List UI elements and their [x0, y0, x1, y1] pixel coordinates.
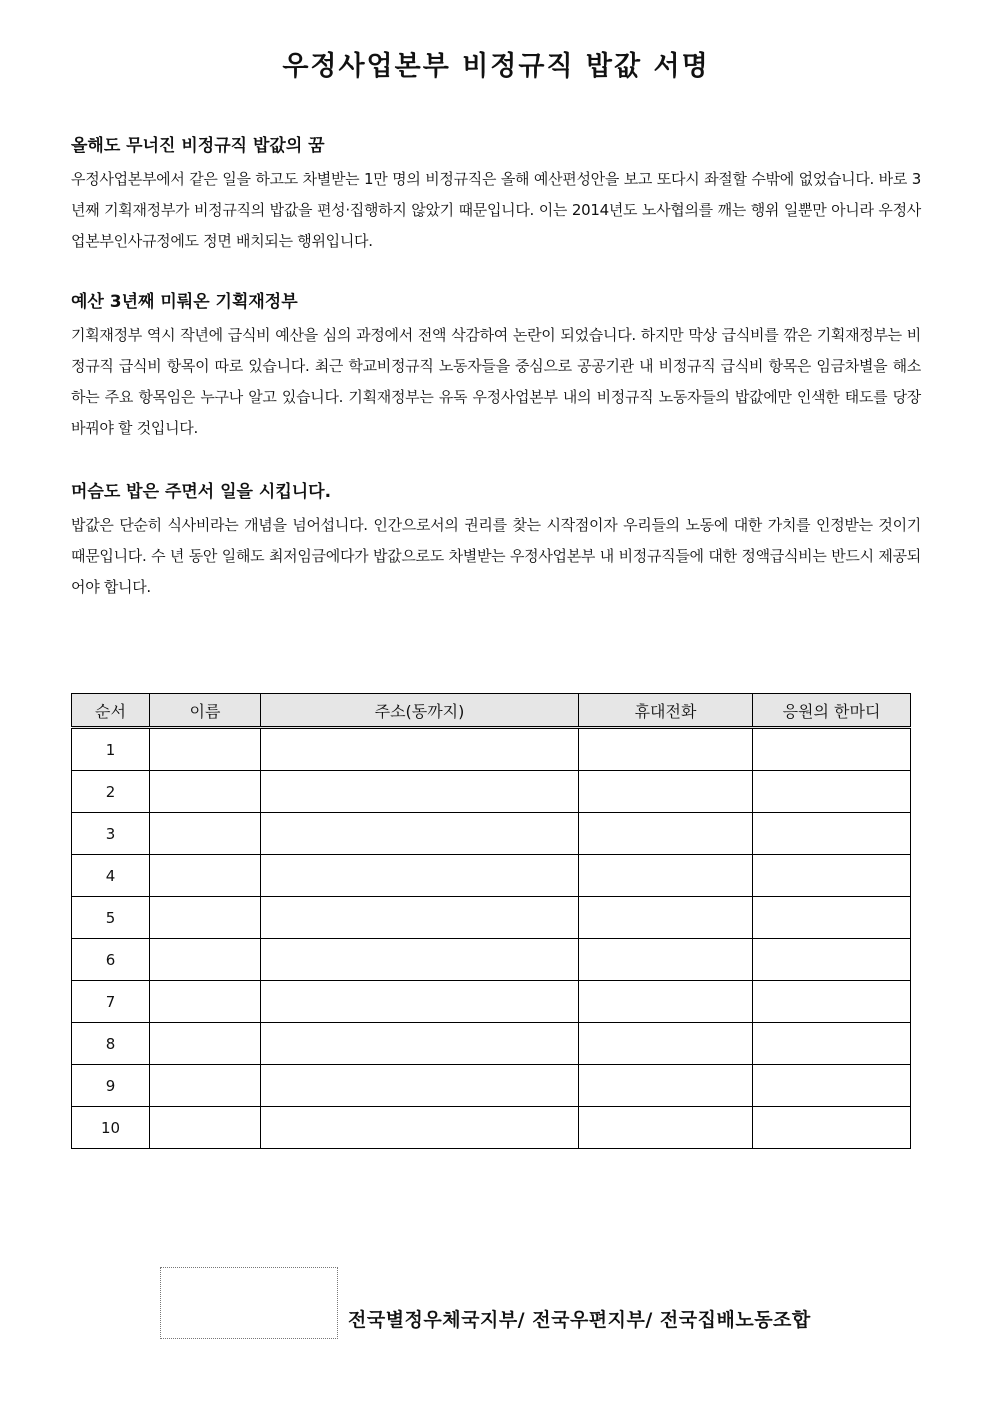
organization-names: 전국별정우체국지부/ 전국우편지부/ 전국집배노동조합 [348, 1309, 811, 1331]
header-phone: 휴대전화 [579, 694, 753, 728]
table-row [72, 981, 911, 1023]
row-number: 3 [72, 813, 150, 855]
name-cell[interactable] [150, 1023, 261, 1065]
address-cell[interactable] [261, 1107, 579, 1149]
address-cell[interactable] [261, 1023, 579, 1065]
section-budget-delay [71, 290, 921, 444]
row-number: 5 [72, 897, 150, 939]
section-lunch-dream [71, 134, 921, 257]
row-number: 6 [72, 939, 150, 981]
name-cell[interactable] [150, 981, 261, 1023]
table-row [72, 1065, 911, 1107]
section-body: 기획재정부 역시 작년에 급식비 예산을 심의 과정에서 전액 삭감하여 논란이 되었습니다. 하지만 막상 급식비를 깎은 기획재정부는 비정규직 급식비 항목이 따로 있습니다. 최근 학교비정규직 노동자들을 중심으로 공공기관 내 비정규직 급식비 항목은 임금차별을 해소하는 주요 항목임은 누구나 알고 있습니다. 기획재정부는 유독 우정사업본부 내의 비정규직 노동자들의 밥값에만 인색한 태도를 당장 바꿔야 할 것입니다. [71, 326, 921, 437]
phone-cell[interactable] [579, 1065, 753, 1107]
message-cell[interactable] [753, 1023, 911, 1065]
table-row [72, 771, 911, 813]
header-message: 응원의 한마디 [753, 694, 911, 728]
name-cell[interactable] [150, 1065, 261, 1107]
table-header-row [72, 694, 911, 728]
address-cell[interactable] [261, 855, 579, 897]
section-heading: 올해도 무너진 비정규직 밥값의 꿈 [71, 136, 325, 156]
row-number: 1 [72, 728, 150, 771]
name-cell[interactable] [150, 855, 261, 897]
message-cell[interactable] [753, 897, 911, 939]
address-cell[interactable] [261, 981, 579, 1023]
table-row [72, 1107, 911, 1149]
row-number: 7 [72, 981, 150, 1023]
message-cell[interactable] [753, 855, 911, 897]
address-cell[interactable] [261, 939, 579, 981]
phone-cell[interactable] [579, 728, 753, 771]
message-cell[interactable] [753, 939, 911, 981]
address-cell[interactable] [261, 728, 579, 771]
section-heading: 예산 3년째 미뤄온 기획재정부 [71, 292, 298, 312]
header-address: 주소(동까지) [261, 694, 579, 728]
address-cell[interactable] [261, 771, 579, 813]
message-cell[interactable] [753, 813, 911, 855]
message-cell[interactable] [753, 1065, 911, 1107]
phone-cell[interactable] [579, 1107, 753, 1149]
row-number: 9 [72, 1065, 150, 1107]
phone-cell[interactable] [579, 981, 753, 1023]
address-cell[interactable] [261, 1065, 579, 1107]
header-order: 순서 [72, 694, 150, 728]
name-cell[interactable] [150, 813, 261, 855]
header-name: 이름 [150, 694, 261, 728]
logo-placeholder-box [160, 1267, 338, 1339]
address-cell[interactable] [261, 897, 579, 939]
table-row [72, 728, 911, 771]
message-cell[interactable] [753, 728, 911, 771]
address-cell[interactable] [261, 813, 579, 855]
section-heading: 머슴도 밥은 주면서 일을 시킵니다. [71, 482, 332, 502]
phone-cell[interactable] [579, 1023, 753, 1065]
section-meal-right [71, 480, 921, 603]
table-row [72, 1023, 911, 1065]
phone-cell[interactable] [579, 855, 753, 897]
section-body: 밥값은 단순히 식사비라는 개념을 넘어섭니다. 인간으로서의 권리를 찾는 시작점이자 우리들의 노동에 대한 가치를 인정받는 것이기 때문입니다. 수 년 동안 일해도 최저임금에다가 밥값으로도 차별받는 우정사업본부 내 비정규직들에 대한 정액급식비는 반드시 제공되어야 합니다. [71, 516, 921, 596]
row-number: 4 [72, 855, 150, 897]
row-number: 10 [72, 1107, 150, 1149]
name-cell[interactable] [150, 939, 261, 981]
table-row [72, 939, 911, 981]
message-cell[interactable] [753, 1107, 911, 1149]
phone-cell[interactable] [579, 897, 753, 939]
phone-cell[interactable] [579, 813, 753, 855]
table-row [72, 897, 911, 939]
phone-cell[interactable] [579, 939, 753, 981]
signature-table [71, 693, 911, 1149]
name-cell[interactable] [150, 897, 261, 939]
message-cell[interactable] [753, 771, 911, 813]
phone-cell[interactable] [579, 771, 753, 813]
row-number: 2 [72, 771, 150, 813]
message-cell[interactable] [753, 981, 911, 1023]
section-body: 우정사업본부에서 같은 일을 하고도 차별받는 1만 명의 비정규직은 올해 예산편성안을 보고 또다시 좌절할 수밖에 없었습니다. 바로 3년째 기획재정부가 비정규직의 밥값을 편성·집행하지 않았기 때문입니다. 이는 2014년도 노사협의를 깨는 행위 일뿐만 아니라 우정사업본부인사규정에도 정면 배치되는 행위입니다. [71, 170, 921, 250]
name-cell[interactable] [150, 728, 261, 771]
name-cell[interactable] [150, 771, 261, 813]
page-title: 우정사업본부 비정규직 밥값 서명 [282, 51, 710, 82]
name-cell[interactable] [150, 1107, 261, 1149]
row-number: 8 [72, 1023, 150, 1065]
table-row [72, 855, 911, 897]
table-row [72, 813, 911, 855]
